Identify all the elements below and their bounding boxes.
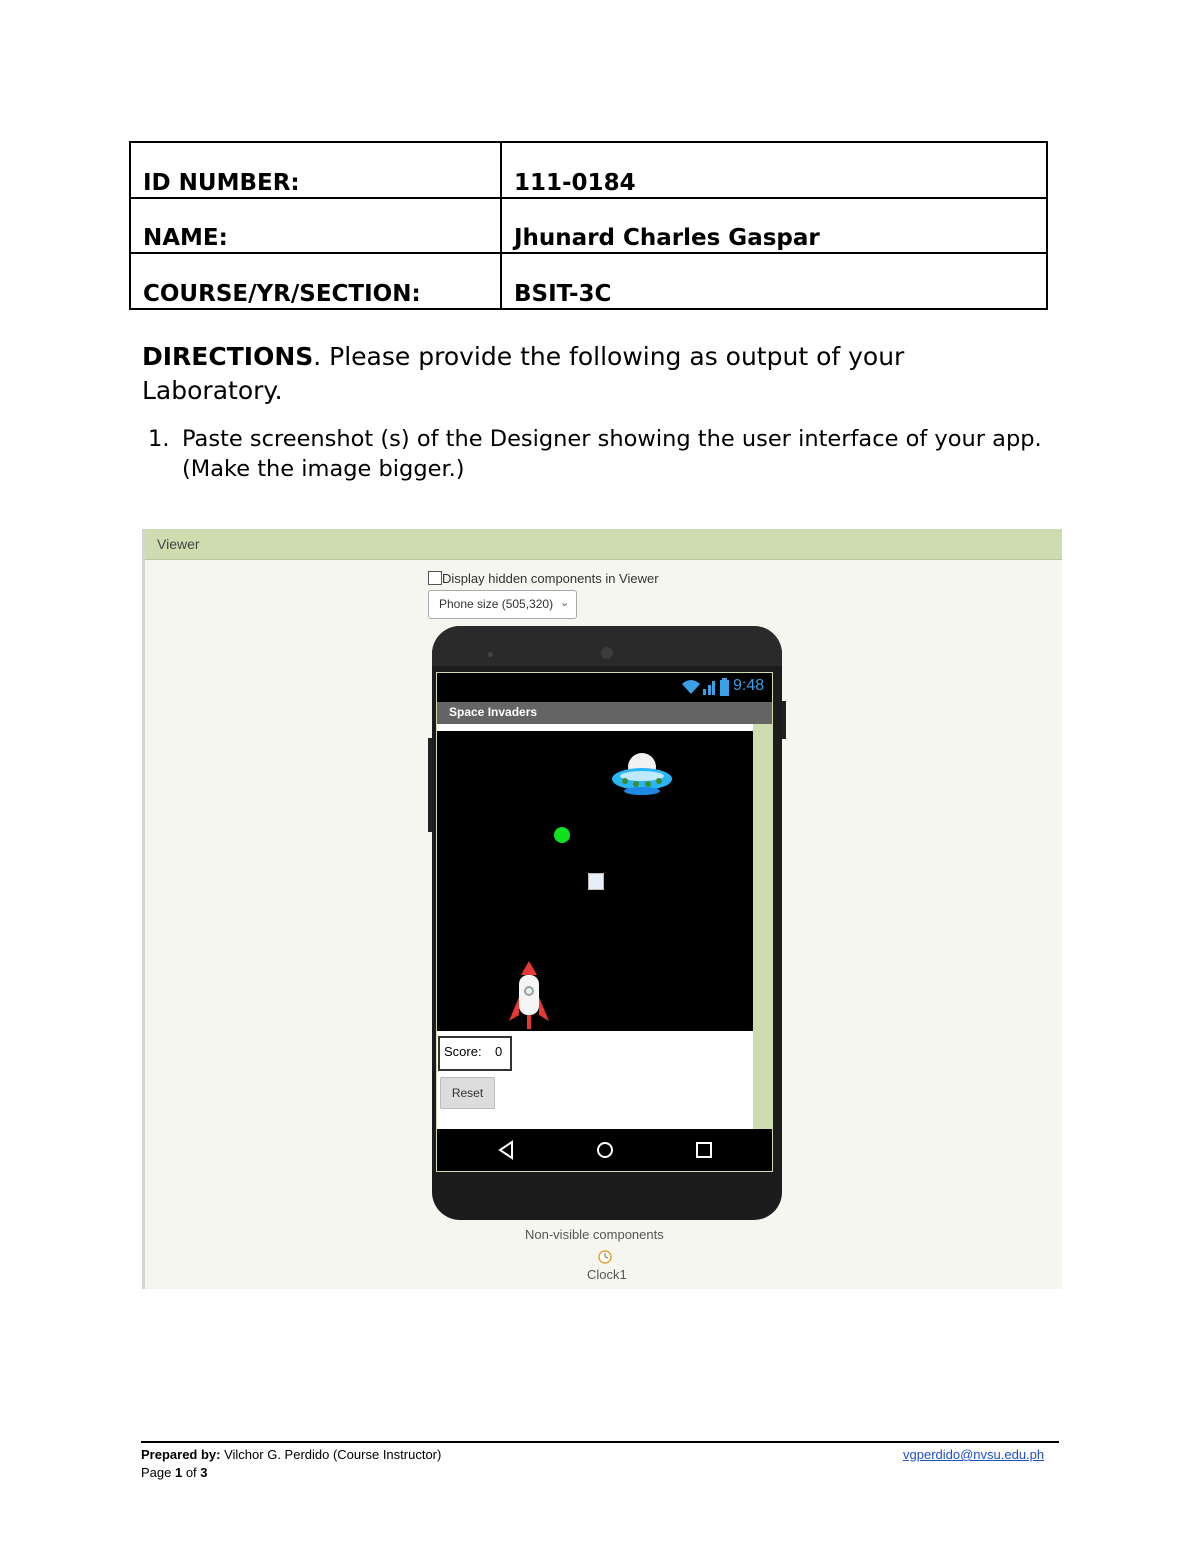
scroll-strip (753, 724, 772, 1129)
ball-sprite (554, 827, 570, 843)
id-number-value: 111-0184 (501, 142, 1047, 198)
clock-icon[interactable] (597, 1248, 613, 1264)
footer-prepared-by (141, 1446, 441, 1482)
footer-divider (141, 1441, 1059, 1443)
app-screen (437, 724, 772, 1129)
app-titlebar (437, 702, 772, 724)
phone-top (432, 626, 782, 666)
nonvisible-components-label: Non-visible components (525, 1227, 664, 1242)
side-button (428, 738, 432, 832)
page-total: 3 (200, 1465, 208, 1480)
reset-button[interactable]: Reset (440, 1077, 495, 1109)
prepared-by-label: Prepared by: (141, 1447, 221, 1462)
battery-icon (720, 678, 729, 696)
chevron-down-icon: ⌄ (560, 597, 570, 609)
page-of: of (182, 1465, 201, 1480)
android-navbar (437, 1129, 772, 1171)
id-number-label: ID NUMBER: (130, 142, 501, 198)
viewer-title: Viewer (157, 536, 200, 552)
viewer-header (145, 529, 1062, 560)
student-info-table (129, 141, 1048, 310)
recents-icon[interactable] (692, 1138, 716, 1162)
page-number (141, 1464, 441, 1482)
status-time: 9:48 (733, 677, 765, 694)
name-label: NAME: (130, 198, 501, 254)
directions-paragraph (142, 340, 1042, 408)
phone-size-value: Phone size (505,320) (439, 597, 554, 611)
score-value: 0 (495, 1044, 503, 1059)
phone-size-select[interactable] (428, 590, 577, 619)
directions-text: . Please provide the following as output of your Laboratory. (142, 342, 905, 405)
directions-heading: DIRECTIONS (142, 342, 314, 371)
list-number: 1. (148, 426, 170, 452)
instructor-email-link[interactable]: vgperdido@nvsu.edu.ph (903, 1447, 1045, 1462)
ufo-icon (611, 749, 673, 797)
table-row (130, 142, 1047, 198)
wifi-signal-icon (681, 678, 715, 696)
back-icon[interactable] (495, 1138, 519, 1162)
side-button (782, 701, 786, 739)
prepared-by-line (141, 1446, 441, 1464)
bullet-sprite (588, 873, 604, 890)
course-section-label: COURSE/YR/SECTION: (130, 253, 501, 309)
name-value: Jhunard Charles Gaspar (501, 198, 1047, 254)
phone-frame (432, 626, 782, 1220)
score-label (438, 1036, 512, 1071)
table-row (130, 198, 1047, 254)
sensor-icon (488, 652, 493, 657)
page-current: 1 (174, 1465, 183, 1480)
display-hidden-label: Display hidden components in Viewer (442, 571, 659, 586)
designer-viewer-screenshot (142, 529, 1062, 1289)
display-hidden-checkbox[interactable] (428, 571, 442, 585)
page-prefix: Page (141, 1465, 175, 1480)
prepared-by-name: Vilchor G. Perdido (Course Instructor) (220, 1447, 442, 1462)
list-text: Paste screenshot (s) of the Designer showing the user interface of your app. (Make the image bigger.) (182, 426, 1042, 482)
phone-screen (436, 672, 773, 1172)
clock-component-label: Clock1 (587, 1267, 627, 1282)
table-row (130, 253, 1047, 309)
app-title: Space Invaders (449, 705, 538, 719)
home-icon[interactable] (593, 1138, 617, 1162)
score-text: Score: (444, 1044, 482, 1059)
camera-icon (601, 647, 613, 659)
status-bar (437, 673, 772, 702)
game-canvas[interactable] (437, 731, 753, 1031)
rocket-icon (507, 961, 551, 1029)
course-section-value: BSIT-3C (501, 253, 1047, 309)
